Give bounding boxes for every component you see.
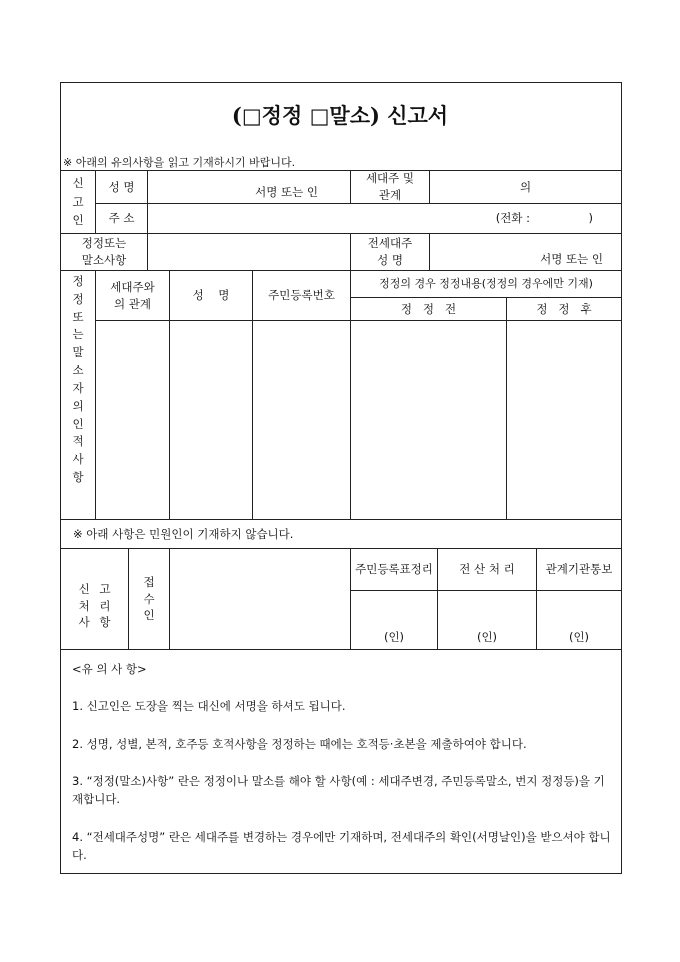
col-rrn: 주민등록번호 (252, 270, 351, 321)
col-relation: 세대주와 의 관계 (95, 270, 170, 321)
rrn-field[interactable] (252, 320, 351, 520)
phone-text: (전화 : ) (495, 211, 593, 226)
person-name-field[interactable] (169, 320, 253, 520)
address-label: 주 소 (95, 203, 148, 234)
receiver-label: 접수인 (128, 548, 170, 650)
notice-top: ※ 아래의 유의사항을 읽고 기재하시기 바랍니다. (63, 156, 296, 169)
seal-3[interactable]: (인) (536, 590, 622, 650)
householder-rel-field[interactable]: 의 (429, 170, 622, 204)
prev-householder-label: 전세대주 성 명 (350, 233, 430, 271)
correction-item-field[interactable] (147, 233, 351, 271)
seal-1[interactable]: (인) (350, 590, 438, 650)
notice-mid-text: ※ 아래 사항은 민원인이 기재하지 않습니다. (73, 526, 294, 541)
note-3: 3. “정정(말소)사항” 란은 정정이나 말소를 해야 할 사항(예 : 세대주변경, 주민등록말소, 번지 정정등)을 기재합니다. (72, 774, 605, 807)
col-content: 정정의 경우 정정내용(정정의 경우에만 기재) (350, 270, 622, 298)
person-section-label: 정정 또는 말소자의인적사항 (60, 270, 96, 520)
after-field[interactable] (506, 320, 622, 520)
notice-mid (60, 519, 622, 549)
reporter-label: 신 고 인 (60, 170, 96, 234)
sign-text: 서명 또는 인 (255, 185, 318, 200)
col-agency: 관계기관통보 (536, 548, 622, 591)
note-1: 1. 신고인은 도장을 찍는 대신에 서명을 하셔도 됩니다. (72, 699, 346, 713)
seal-2[interactable]: (인) (437, 590, 537, 650)
address-field[interactable] (147, 203, 622, 234)
notes-heading: <유 의 사 항> (72, 662, 147, 676)
col-before: 정 정 전 (350, 297, 507, 321)
note-2: 2. 성명, 성별, 본적, 호주등 호적사항을 정정하는 때에는 호적등·초본을 제출하여야 합니다. (72, 737, 527, 751)
householder-rel-label: 세대주 및 관계 (350, 170, 430, 204)
col-computer: 전 산 처 리 (437, 548, 537, 591)
relation-field[interactable] (95, 320, 170, 520)
col-name: 성 명 (169, 270, 253, 321)
form-title: (□정정 □말소) 신고서 (231, 103, 449, 128)
name-label: 성 명 (95, 170, 148, 204)
prev-sign-text: 서명 또는 인 (540, 252, 603, 267)
name-field[interactable] (147, 170, 351, 204)
correction-item-label: 정정또는 말소사항 (60, 233, 148, 271)
col-after: 정 정 후 (506, 297, 622, 321)
prev-householder-field[interactable] (429, 233, 622, 271)
note-4: 4. “전세대주성명” 란은 세대주를 변경하는 경우에만 기재하며, 전세대주의 확인(서명날인)을 받으셔야 합니다. (72, 830, 611, 863)
before-field[interactable] (350, 320, 507, 520)
receiver-field[interactable] (169, 548, 351, 650)
col-rrn-record: 주민등록표정리 (350, 548, 438, 591)
processing-label: 신 고 처 리 사 항 (60, 548, 129, 650)
